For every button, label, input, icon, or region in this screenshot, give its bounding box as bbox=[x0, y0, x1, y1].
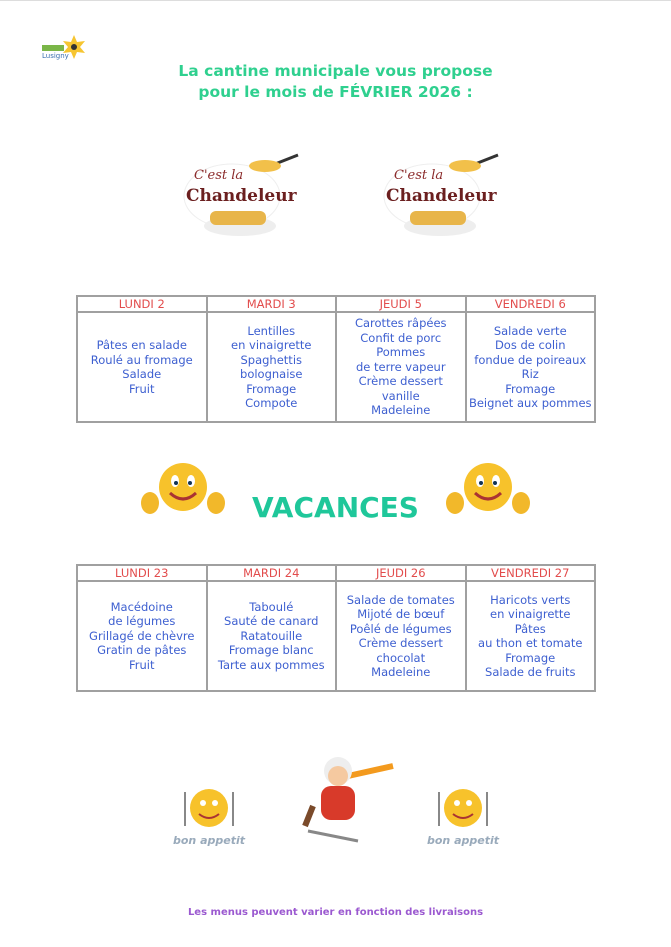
bon-appetit-text: bon appetit bbox=[426, 834, 499, 847]
menu-item: en vinaigrette bbox=[231, 338, 312, 352]
menu-item: Riz bbox=[521, 367, 539, 381]
menu-item: Lentilles bbox=[247, 323, 296, 338]
menu-item: bolognaise bbox=[240, 367, 303, 381]
day-header: LUNDI 23 bbox=[77, 565, 207, 581]
menu-item: Mijoté de bœuf bbox=[357, 607, 445, 621]
menu-item: Dos de colin bbox=[494, 338, 566, 352]
menu-item: Madeleine bbox=[371, 665, 431, 679]
smiley-icon bbox=[433, 786, 493, 830]
menu-item: en vinaigrette bbox=[490, 607, 571, 621]
menu-item: Haricots verts bbox=[490, 592, 571, 607]
day-header: JEUDI 26 bbox=[336, 565, 466, 581]
bon-appetit-smiley bbox=[168, 786, 250, 847]
menu-item: Fromage bbox=[505, 381, 556, 396]
menu-item: Madeleine bbox=[371, 403, 431, 418]
menu-item: chocolat bbox=[376, 650, 426, 665]
menu-item: Tarte aux pommes bbox=[217, 657, 325, 672]
menu-item: Poêlé de légumes bbox=[349, 621, 452, 636]
day-menu bbox=[77, 581, 207, 691]
day-menu bbox=[207, 312, 337, 422]
page-title bbox=[0, 61, 671, 103]
menu-item: Gratin de pâtes bbox=[97, 643, 187, 658]
menu-item: Crème dessert bbox=[358, 636, 443, 650]
menu-item: Fromage bbox=[246, 381, 297, 396]
bon-appetit-text: bon appetit bbox=[172, 834, 245, 847]
svg-text:Chandeleur: Chandeleur bbox=[386, 186, 497, 206]
menu-item: vanille bbox=[381, 388, 420, 403]
day-header: VENDREDI 6 bbox=[466, 296, 596, 312]
chandeleur-image bbox=[380, 151, 505, 243]
menu-item: au thon et tomate bbox=[478, 636, 583, 650]
day-menu bbox=[466, 581, 596, 691]
day-menu bbox=[336, 312, 466, 422]
menu-item: Carottes râpées bbox=[354, 316, 447, 331]
smiley-icon bbox=[179, 786, 239, 830]
menu-item: Pâtes bbox=[514, 621, 546, 636]
menu-item: Salade verte bbox=[493, 323, 567, 338]
title-line-1: La cantine municipale vous propose bbox=[178, 62, 493, 80]
menu-item: de terre vapeur bbox=[355, 359, 446, 374]
menu-item: Spaghettis bbox=[240, 352, 302, 367]
day-header: JEUDI 5 bbox=[336, 296, 466, 312]
menu-item: fondue de poireaux bbox=[474, 352, 587, 367]
svg-text:Lusigny: Lusigny bbox=[42, 52, 69, 60]
menu-item: Beignet aux pommes bbox=[468, 396, 592, 410]
menu-item: Fruit bbox=[129, 381, 155, 396]
menu-item: Roulé au fromage bbox=[90, 352, 193, 367]
menu-item: Pâtes en salade bbox=[96, 338, 187, 352]
menu-item: Sauté de canard bbox=[224, 614, 319, 629]
lusigny-logo bbox=[40, 33, 90, 61]
svg-text:C'est la: C'est la bbox=[394, 168, 444, 183]
thumbs-up-smiley-icon bbox=[445, 459, 531, 523]
title-line-2: pour le mois de FÉVRIER 2026 : bbox=[198, 83, 473, 101]
menu-item: Macédoine bbox=[110, 599, 173, 614]
sled-child-image bbox=[293, 746, 398, 850]
day-menu bbox=[77, 312, 207, 422]
menu-item: Compote bbox=[245, 396, 298, 410]
menu-item: Taboulé bbox=[249, 599, 294, 614]
menu-item: Fromage blanc bbox=[228, 643, 314, 658]
menu-item: de légumes bbox=[108, 614, 176, 629]
menu-item: Grillagé de chèvre bbox=[89, 628, 195, 643]
bon-appetit-smiley bbox=[422, 786, 504, 847]
day-header: VENDREDI 27 bbox=[466, 565, 596, 581]
day-header: LUNDI 2 bbox=[77, 296, 207, 312]
menu-item: Pommes bbox=[376, 345, 426, 360]
day-menu bbox=[207, 581, 337, 691]
menu-item: Salade de tomates bbox=[346, 592, 455, 607]
day-header: MARDI 24 bbox=[207, 565, 337, 581]
menu-item: Ratatouille bbox=[240, 628, 303, 643]
menu-item: Fruit bbox=[129, 657, 155, 672]
menu-table-week-1 bbox=[76, 295, 596, 423]
menu-item: Salade bbox=[122, 367, 162, 381]
menu-table-week-2 bbox=[76, 564, 596, 692]
menu-item: Crème dessert bbox=[358, 374, 443, 389]
day-header: MARDI 3 bbox=[207, 296, 337, 312]
svg-text:Chandeleur: Chandeleur bbox=[186, 186, 297, 206]
svg-text:C'est la: C'est la bbox=[194, 168, 244, 183]
footer-note: Les menus peuvent varier en fonction des livraisons bbox=[187, 907, 484, 918]
chandeleur-image bbox=[180, 151, 305, 243]
menu-item: Fromage bbox=[505, 650, 556, 665]
menu-item: Salade de fruits bbox=[485, 665, 576, 679]
day-menu bbox=[466, 312, 596, 422]
vacances-label: VACANCES bbox=[252, 491, 419, 524]
day-menu bbox=[336, 581, 466, 691]
menu-item: Confit de porc bbox=[360, 330, 442, 345]
